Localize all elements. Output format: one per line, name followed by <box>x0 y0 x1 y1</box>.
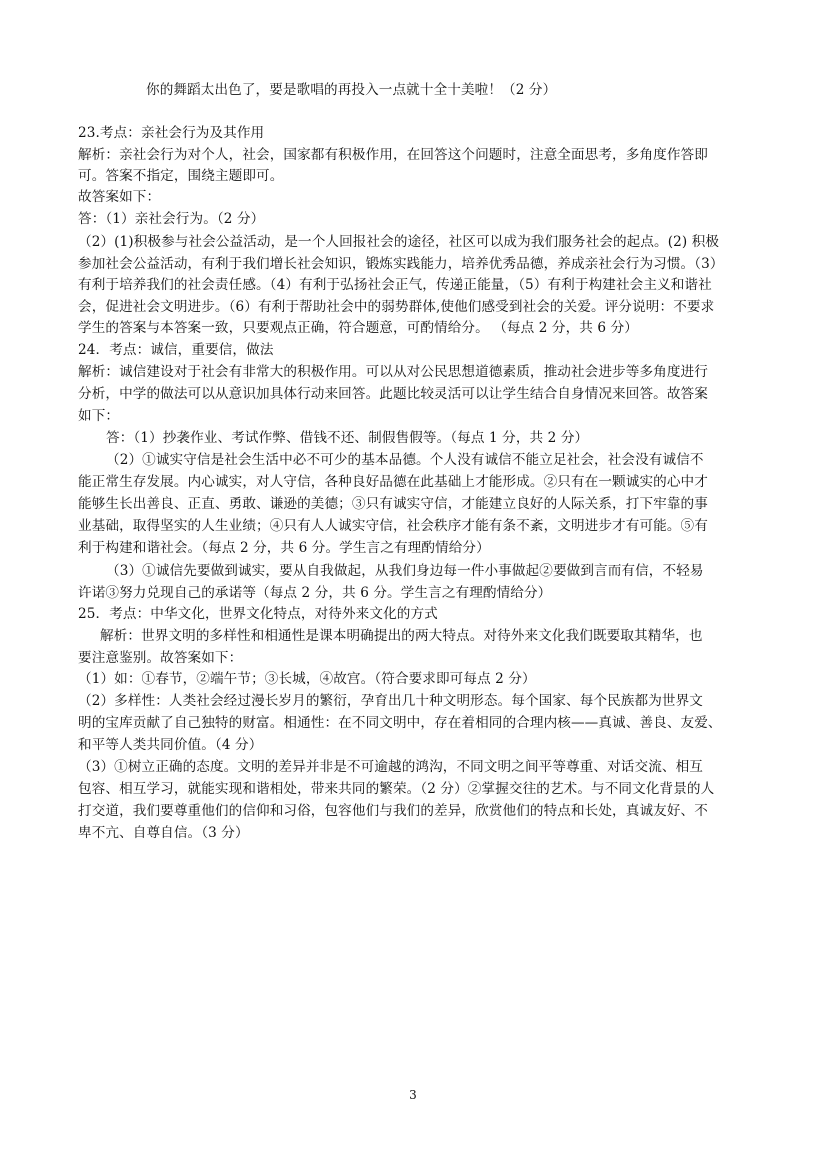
text-line: （1）如：①春节，②端午节；③长城，④故宫。（符合要求即可每点 2 分） <box>78 671 536 687</box>
text-line: 打交道，我们要尊重他们的信仰和习俗，包容他们与我们的差异，欣赏他们的特点和长处，真诚友好、不 <box>78 803 708 819</box>
text-line: （2）多样性：人类社会经过漫长岁月的繁衍，孕育出几十种文明形态。每个国家、每个民族都为世界文 <box>78 693 703 709</box>
text-line: （3）①树立正确的态度。文明的差异并非是不可逾越的鸿沟，不同文明之间平等尊重、对话交流、相互 <box>78 759 703 775</box>
text-line: 如下： <box>78 408 120 424</box>
text-line: 卑不亢、自尊自信。（3 分） <box>78 825 249 841</box>
text-line: 答：（1）亲社会行为。（2 分） <box>78 211 265 227</box>
text-line: 和平等人类共同价值。（4 分） <box>78 737 263 753</box>
text-line: 明的宝库贡献了自己独特的财富。相通性：在不同文明中，存在着相同的合理内核——真诚、善良、友爱、 <box>78 715 722 731</box>
text-line: 可。答案不指定，围绕主题即可。 <box>78 168 284 184</box>
text-line: 答：（1）抄袭作业、考试作弊、借钱不还、制假售假等。（每点 1 分，共 2 分） <box>106 430 589 446</box>
text-line: 业基础，取得坚实的人生业绩；④只有人人诚实守信，社会秩序才能有条不紊，文明进步才有可能。⑤有 <box>78 518 708 534</box>
text-line: 解析：亲社会行为对个人，社会，国家都有积极作用，在回答这个问题时，注意全面思考，多角度作答即 <box>78 147 708 163</box>
text-line: （2）(1)积极参与社会公益活动，是一个人回报社会的途径，社区可以成为我们服务社会的起点。(2) 积极 <box>78 234 720 250</box>
text-line: 要注意鉴别。故答案如下： <box>78 650 243 666</box>
question-heading-23: 23.考点：亲社会行为及其作用 <box>78 125 265 141</box>
text-line: 许诺③努力兑现自己的承诺等（每点 2 分，共 6 分。学生言之有理酌情给分） <box>78 585 552 601</box>
question-heading-25: 25．考点：中华文化，世界文化特点，对待外来文化的方式 <box>78 606 438 622</box>
text-line: 包容、相互学习，就能实现和谐相处，带来共同的繁荣。（2 分）②掌握交往的艺术。与不同文化背景的人 <box>78 781 715 797</box>
text-line: 利于构建和谐社会。（每点 2 分，共 6 分。学生言之有理酌情给分） <box>78 540 490 556</box>
text-line: 参加社会公益活动，有利于我们增长社会知识，锻炼实践能力，培养优秀品德，养成亲社会行为习惯。（3） <box>78 256 724 272</box>
text-line: 解析：世界文明的多样性和相通性是课本明确提出的两大特点。对待外来文化我们既要取其精华，也 <box>100 628 703 644</box>
text-line: 能正常生存发展。内心诚实，对人守信，各种良好品德在此基础上才能形成。②只有在一颗诚实的心中才 <box>78 474 708 490</box>
text-line: 分析，中学的做法可以从意识加具体行动来回答。此题比较灵活可以让学生结合自身情况来回答。故答案 <box>78 386 708 402</box>
text-line: 会，促进社会文明进步。（6）有利于帮助社会中的弱势群体,使他们感受到社会的关爱。评分说明：不要求 <box>78 299 715 315</box>
text-line: （2）①诚实守信是社会生活中必不可少的基本品德。个人没有诚信不能立足社会，社会没有诚信不 <box>106 452 704 468</box>
text-line: 有利于培养我们的社会责任感。（4）有利于弘扬社会正气，传递正能量，（5）有利于构建社会主义和谐社 <box>78 277 712 293</box>
question-heading-24: 24．考点：诚信，重要信，做法 <box>78 342 274 358</box>
text-line: 学生的答案与本答案一致，只要观点正确，符合题意，可酌情给分。 （每点 2 分，共 6 分） <box>78 320 638 336</box>
page-number: 3 <box>409 1088 417 1102</box>
text-line: 你的舞蹈太出色了，要是歌唱的再投入一点就十全十美啦！（2 分） <box>146 82 557 98</box>
text-line: （3）①诚信先要做到诚实，要从自我做起，从我们身边每一件小事做起②要做到言而有信，不轻易 <box>106 563 704 579</box>
text-line: 解析：诚信建设对于社会有非常大的积极作用。可以从对公民思想道德素质，推动社会进步等多角度进行 <box>78 364 708 380</box>
text-line: 故答案如下： <box>78 189 161 205</box>
text-line: 能够生长出善良、正直、勇敢、谦逊的美德；③只有诚实守信，才能建立良好的人际关系，打下牢靠的事 <box>78 496 708 512</box>
